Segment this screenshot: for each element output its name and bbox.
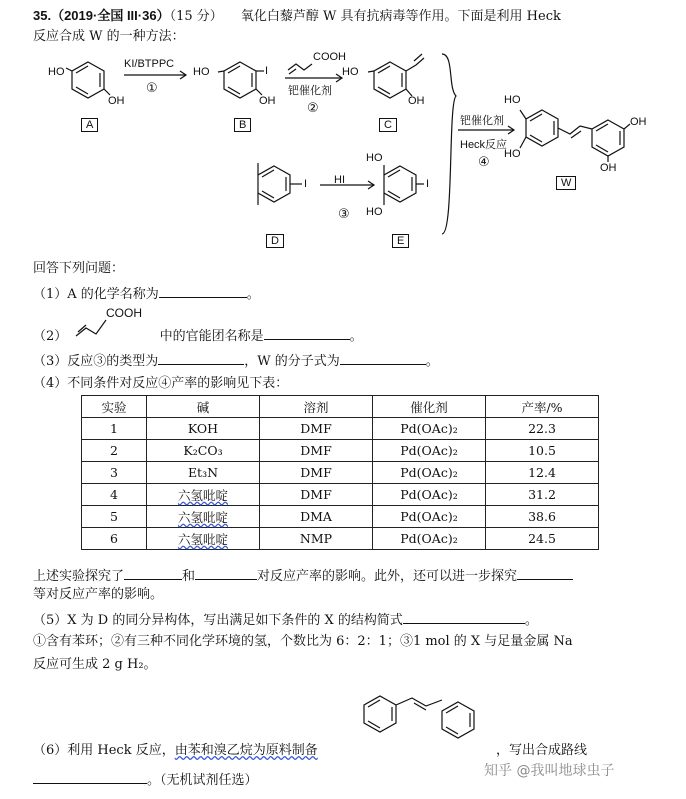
intro-line-1: 氧化白藜芦醇 W 具有抗病毒等作用。下面是利用 Heck <box>240 9 561 24</box>
answer-lead: 回答下列问题： <box>33 261 125 276</box>
q3-answer-blank-1[interactable] <box>158 351 244 365</box>
q3-answer-blank-2[interactable] <box>340 351 426 365</box>
q1-answer-blank[interactable] <box>159 284 247 298</box>
col-header-experiment: 实验 <box>82 396 147 418</box>
label-OH-A: OH <box>108 95 125 107</box>
cell-experiment: 3 <box>82 462 147 484</box>
q2-end: 。 <box>349 329 363 344</box>
reagent-pd-catalyst-4: 钯催化剂 <box>460 115 504 127</box>
question-source: （2019·全国 III·36） <box>51 8 170 23</box>
reaction-scheme <box>30 48 662 256</box>
ring-C <box>374 62 406 98</box>
q2-answer-blank[interactable] <box>264 326 350 340</box>
step-3-label: ③ <box>338 206 350 221</box>
col-header-catalyst: 催化剂 <box>373 396 486 418</box>
table-row <box>82 528 599 550</box>
question-1 <box>33 284 260 304</box>
q6-end: 。（无机试剂任选） <box>147 773 258 788</box>
table-row <box>82 506 599 528</box>
cell-solvent: DMF <box>260 418 373 440</box>
q4-after-1: 上述实验探究了 <box>33 569 125 584</box>
q1-end: 。 <box>246 287 260 302</box>
q5-text: （5）X 为 D 的同分异构体，写出满足如下条件的 X 的结构简式 <box>33 613 403 628</box>
compound-label-E: E <box>392 234 409 248</box>
intro-line-2: 反应合成 W 的一种方法： <box>33 29 185 44</box>
compound-label-A: A <box>81 118 98 132</box>
q4-after-3: 等对反应产率的影响。 <box>33 587 164 602</box>
cell-yield: 10.5 <box>486 440 599 462</box>
cell-experiment: 1 <box>82 418 147 440</box>
cell-base: KOH <box>147 418 260 440</box>
cell-solvent: NMP <box>260 528 373 550</box>
cell-base: K₂CO₃ <box>147 440 260 462</box>
reagent-KI-BTPPC: KI/BTPPC <box>124 58 175 70</box>
table-row <box>82 462 599 484</box>
label-HO-E-bottom: HO <box>366 206 383 218</box>
q2-formula-COOH: COOH <box>106 306 142 320</box>
ring-W-left <box>526 110 558 146</box>
cell-catalyst: Pd(OAc)₂ <box>373 484 486 506</box>
cell-solvent: DMF <box>260 440 373 462</box>
cell-yield: 24.5 <box>486 528 599 550</box>
reagent-HI: HI <box>334 174 345 186</box>
q2-start: （2） <box>33 329 68 344</box>
ring-E <box>384 166 416 202</box>
question-header <box>33 7 561 26</box>
cell-yield: 38.6 <box>486 506 599 528</box>
label-HO-W-bottom: HO <box>504 148 521 160</box>
table-row <box>82 440 599 462</box>
cell-solvent: DMF <box>260 484 373 506</box>
cell-catalyst: Pd(OAc)₂ <box>373 528 486 550</box>
q4-and: 和 <box>182 569 196 584</box>
yield-table <box>81 395 599 550</box>
q6-text-a: （6）利用 Heck 反应， <box>33 743 175 758</box>
question-3 <box>33 351 439 371</box>
q1-text: （1）A 的化学名称为 <box>33 287 159 302</box>
label-OH-W-bottom: OH <box>600 162 617 174</box>
compound-label-W: W <box>556 176 576 190</box>
col-header-yield: 产率/% <box>486 396 599 418</box>
q6-text-b: 由苯和溴乙烷为原料制备 <box>174 743 318 758</box>
ring-W-right <box>592 120 624 156</box>
col-header-solvent: 溶剂 <box>260 396 373 418</box>
q6-text-c: ，写出合成路线 <box>496 743 588 758</box>
label-HO-B: HO <box>193 66 210 78</box>
q4-answer-blank-2[interactable] <box>195 566 257 580</box>
table-row <box>82 418 599 440</box>
question-4-followup <box>33 566 573 586</box>
ring-D <box>258 166 290 202</box>
ring-A <box>72 62 104 98</box>
acrylic-acid-COOH: COOH <box>313 51 346 63</box>
question-4: （4）不同条件对反应④产率的影响见下表： <box>33 376 289 391</box>
question-6 <box>33 742 318 760</box>
cell-base: Et₃N <box>147 462 260 484</box>
cell-experiment: 2 <box>82 440 147 462</box>
label-OH-C: OH <box>408 95 425 107</box>
cell-experiment: 6 <box>82 528 147 550</box>
table-header-row <box>82 396 599 418</box>
compound-label-D: D <box>266 234 284 248</box>
stilbene-structure <box>356 684 504 748</box>
cell-catalyst: Pd(OAc)₂ <box>373 462 486 484</box>
cell-base: 六氢吡啶 <box>147 506 260 528</box>
cell-base: 六氢吡啶 <box>147 484 260 506</box>
watermark: 知乎 @我叫地球虫子 <box>484 763 615 779</box>
question-score: （15 分） <box>169 9 223 24</box>
step-2-label: ② <box>307 100 319 115</box>
q5-end: 。 <box>524 613 538 628</box>
q3-end: 。 <box>425 354 439 369</box>
cell-yield: 31.2 <box>486 484 599 506</box>
cell-solvent: DMF <box>260 462 373 484</box>
label-OH-B: OH <box>259 95 276 107</box>
step-1-label: ① <box>146 80 158 95</box>
label-I-D: I <box>304 178 308 190</box>
table-row <box>82 484 599 506</box>
q3-text: （3）反应③的类型为 <box>33 354 159 369</box>
cell-catalyst: Pd(OAc)₂ <box>373 506 486 528</box>
cell-experiment: 4 <box>82 484 147 506</box>
label-I-B: I <box>265 65 269 77</box>
label-OH-W-right: OH <box>630 116 647 128</box>
step-4-label: ④ <box>478 154 490 169</box>
q5-condition-1: ①含有苯环；②有三种不同化学环境的氢，个数比为 6：2：1；③1 mol 的 X 与足量金属 Na <box>33 634 573 649</box>
q6-answer-line <box>33 770 258 790</box>
reagent-heck: Heck反应 <box>460 139 508 151</box>
question-number: 35. <box>33 8 52 23</box>
ring-B <box>224 62 256 98</box>
scheme-drawing <box>30 48 662 256</box>
label-HO-E-top: HO <box>366 152 383 164</box>
q4-answer-blank-3[interactable] <box>517 566 573 580</box>
cell-base: 六氢吡啶 <box>147 528 260 550</box>
q5-condition-2: 反应可生成 2 g H₂。 <box>33 657 157 672</box>
question-5 <box>33 610 538 630</box>
q4-after-2: 对反应产率的影响。此外，还可以进一步探究 <box>257 569 518 584</box>
compound-label-B: B <box>234 118 251 132</box>
cell-yield: 22.3 <box>486 418 599 440</box>
cell-catalyst: Pd(OAc)₂ <box>373 418 486 440</box>
label-HO-A: HO <box>48 66 65 78</box>
label-I-E: I <box>426 178 430 190</box>
cell-yield: 12.4 <box>486 462 599 484</box>
q6-answer-blank[interactable] <box>33 770 147 784</box>
q2-text: 中的官能团名称是 <box>159 329 264 344</box>
label-HO-C: HO <box>342 66 359 78</box>
col-header-base: 碱 <box>147 396 260 418</box>
compound-label-C: C <box>379 118 397 132</box>
q3-mid: ，W 的分子式为 <box>244 354 340 369</box>
cell-solvent: DMA <box>260 506 373 528</box>
reagent-pd-catalyst-2: 钯催化剂 <box>288 85 332 97</box>
cell-experiment: 5 <box>82 506 147 528</box>
label-HO-W-top: HO <box>504 94 521 106</box>
q4-answer-blank-1[interactable] <box>124 566 182 580</box>
q5-answer-blank[interactable] <box>403 610 525 624</box>
cell-catalyst: Pd(OAc)₂ <box>373 440 486 462</box>
